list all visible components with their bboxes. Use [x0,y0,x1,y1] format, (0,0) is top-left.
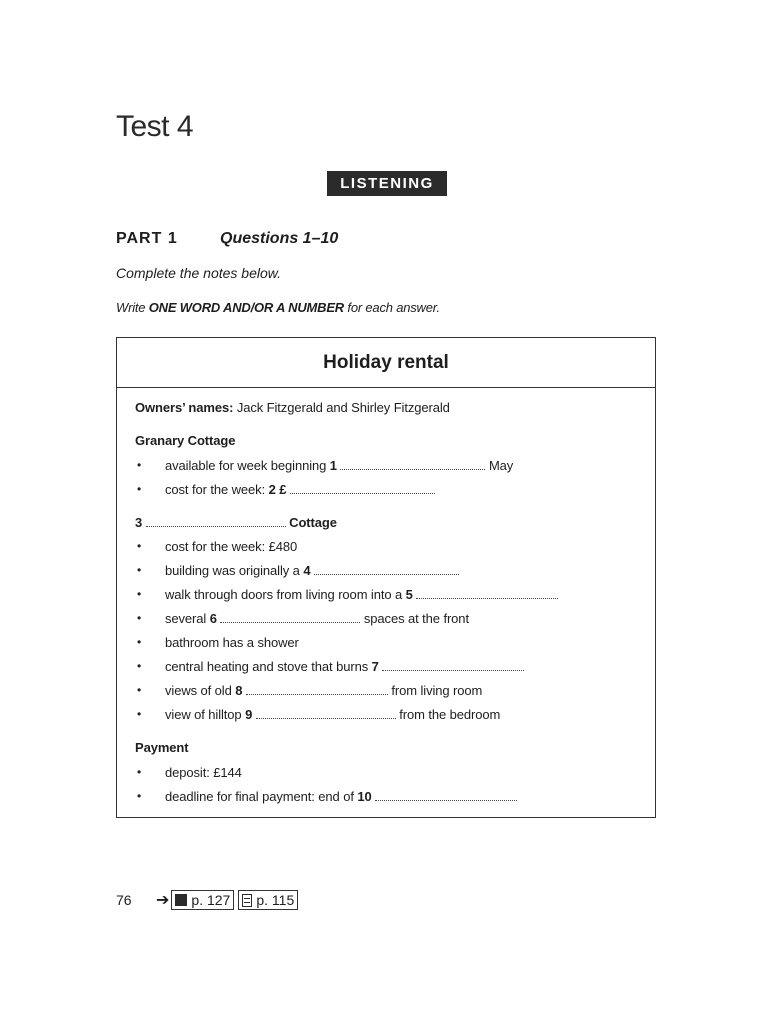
owners-label: Owners’ names: [135,400,234,415]
question-number: 4 [303,563,311,578]
bullet-icon: • [137,765,142,779]
answer-blank-1[interactable] [340,459,485,470]
answer-blank-3[interactable] [146,516,286,527]
question-number: 10 [357,789,372,804]
item-text: May [485,458,514,473]
document-icon [242,894,252,907]
bullet-icon: • [137,659,142,673]
answer-blank-5[interactable] [416,588,558,599]
bullet-icon: • [137,683,142,697]
notes-title: Holiday rental [323,351,449,373]
page-title: Test 4 [116,110,194,143]
owners-value: Jack Fitzgerald and Shirley Fitzgerald [233,400,450,415]
instruction-bold: ONE WORD AND/OR A NUMBER [148,300,344,315]
answer-blank-9[interactable] [256,708,396,719]
bullet-icon: • [137,458,142,472]
item-text: deadline for final payment: end of [165,789,358,804]
instruction-word-limit [116,300,440,315]
item-text: from the bedroom [395,707,501,722]
notes-box [116,337,656,818]
section-badge: LISTENING [327,171,447,196]
answer-blank-7[interactable] [382,660,524,671]
cottage-heading [135,515,337,530]
item-text: deposit: £144 [165,765,242,780]
payment-heading: Payment [135,740,189,755]
part-label: PART 1 [116,230,178,247]
item-text: bathroom has a shower [165,635,299,650]
answer-blank-4[interactable] [314,564,459,575]
bullet-icon: • [137,707,142,721]
page-number: 76 [116,892,132,908]
audio-reference-link[interactable] [171,890,234,910]
item-text: views of old [165,683,236,698]
item-text: building was originally a [165,563,304,578]
audio-reference-label: p. 127 [191,892,231,908]
item-text: view of hilltop [165,707,246,722]
item-text: several [165,611,210,626]
audio-icon [175,894,187,906]
item-text: walk through doors from living room into a [165,587,406,602]
question-number: 1 [329,458,337,473]
bullet-icon: • [137,635,142,649]
cottage-label: Cottage [289,515,337,530]
notes-header [117,338,655,388]
page-footer [116,890,302,910]
instruction-prefix: Write [116,300,149,315]
transcript-reference-label: p. 115 [256,892,295,908]
question-number: 2 £ [268,482,287,497]
bullet-icon: • [137,482,142,496]
item-text: cost for the week: [165,482,269,497]
item-text: from living room [387,683,483,698]
item-text: cost for the week: £480 [165,539,298,554]
bullet-icon: • [137,611,142,625]
item-text: available for week beginning [165,458,330,473]
item-text: spaces at the front [360,611,469,626]
question-number: 7 [371,659,379,674]
transcript-reference-link[interactable] [238,890,298,910]
answer-blank-2[interactable] [290,483,435,494]
questions-label: Questions 1–10 [220,230,339,247]
question-number: 3 [135,515,143,530]
granary-heading: Granary Cottage [135,433,236,448]
part-heading [116,230,339,248]
question-number: 6 [209,611,217,626]
answer-blank-10[interactable] [375,790,517,801]
question-number: 8 [235,683,243,698]
bullet-icon: • [137,563,142,577]
question-number: 5 [405,587,413,602]
instruction-suffix: for each answer. [344,300,440,315]
answer-blank-8[interactable] [246,684,388,695]
arrow-right-icon: ➔ [156,892,170,909]
answer-blank-6[interactable] [220,612,360,623]
item-text: central heating and stove that burns [165,659,372,674]
bullet-icon: • [137,789,142,803]
question-number: 9 [245,707,253,722]
owners-line [135,400,450,415]
bullet-icon: • [137,587,142,601]
bullet-icon: • [137,539,142,553]
instruction-complete: Complete the notes below. [116,265,281,281]
